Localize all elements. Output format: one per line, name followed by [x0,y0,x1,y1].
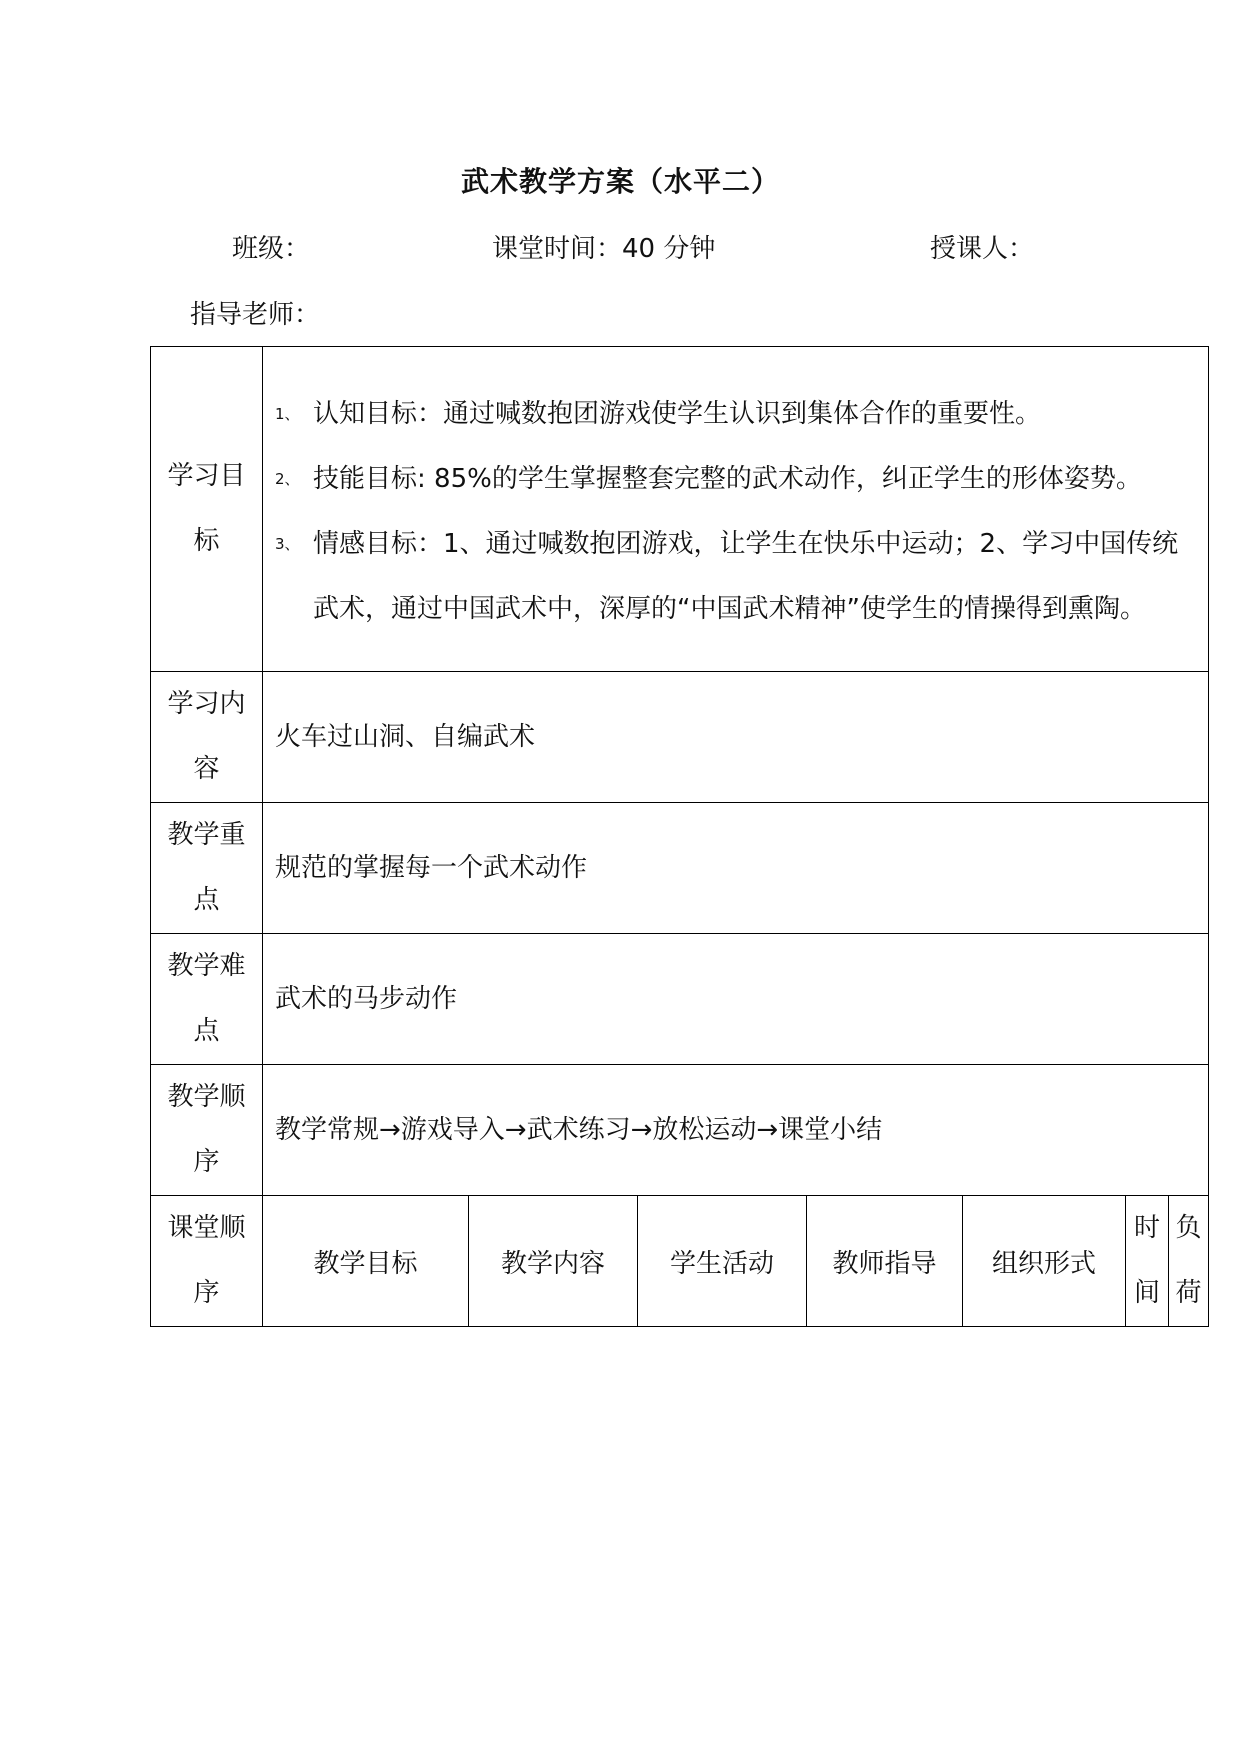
goal-item [275,512,1198,642]
column-header: 时间 [1126,1196,1169,1327]
row-sequence [151,1065,1209,1196]
key-point-value: 规范的掌握每一个武术动作 [263,803,1209,934]
row-difficulty [151,934,1209,1065]
goals-label: 学习目标 [151,347,263,672]
goal-text: 情感目标：1、通过喊数抱团游戏，让学生在快乐中运动；2、学习中国传统武术，通过中国武术中，深厚的“中国武术精神”使学生的情操得到熏陶。 [313,529,1179,624]
column-header: 教学内容 [469,1196,638,1327]
goal-text: 认知目标：通过喊数抱团游戏使学生认识到集体合作的重要性。 [313,399,1042,429]
class-label: 班级： [232,234,311,264]
sequence-value: 教学常规→游戏导入→武术练习→放松运动→课堂小结 [263,1065,1209,1196]
goal-text: 技能目标: 85%的学生掌握整套完整的武术动作，纠正学生的形体姿势。 [313,464,1142,494]
column-header: 负荷 [1169,1196,1209,1327]
goal-number: 1、 [275,405,300,423]
difficulty-value: 武术的马步动作 [263,934,1209,1065]
row-content [151,672,1209,803]
lesson-plan-table [150,346,1209,1327]
difficulty-label: 教学难点 [151,934,263,1065]
row-goals [151,347,1209,672]
content-value: 火车过山洞、自编武术 [263,672,1209,803]
row-class-order [151,1196,1209,1327]
goal-number: 3、 [275,535,300,553]
goals-cell [263,347,1209,672]
content-label: 学习内容 [151,672,263,803]
row-key-point [151,803,1209,934]
column-header: 组织形式 [963,1196,1126,1327]
document-title: 武术教学方案（水平二） [460,165,780,198]
column-header: 教师指导 [807,1196,963,1327]
advisor-label: 指导老师： [190,300,321,330]
instructor-label: 授课人： [930,234,1035,264]
class-time-label: 课堂时间：40 分钟 [492,234,716,264]
goal-item [275,382,1198,447]
sequence-label: 教学顺序 [151,1065,263,1196]
key-point-label: 教学重点 [151,803,263,934]
class-order-label: 课堂顺序 [151,1196,263,1327]
column-header: 学生活动 [638,1196,807,1327]
goal-item [275,447,1198,512]
goal-number: 2、 [275,470,300,488]
column-header: 教学目标 [263,1196,469,1327]
